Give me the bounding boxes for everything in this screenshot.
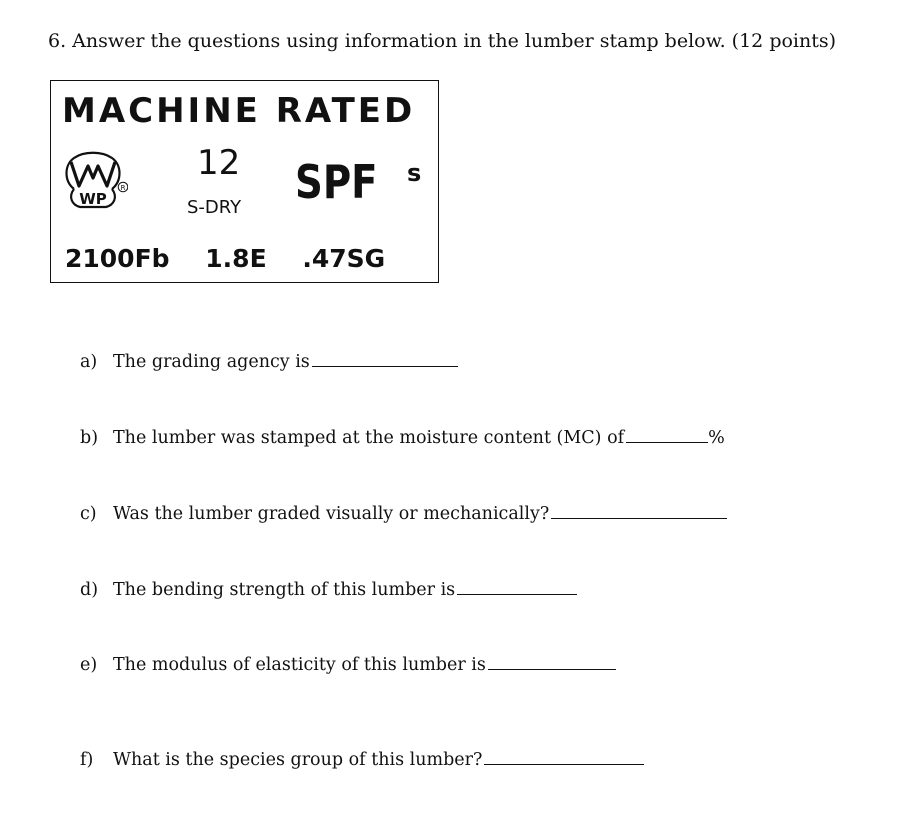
question-letter: e)	[80, 655, 98, 675]
question-letter: a)	[80, 352, 98, 372]
wp-logo-icon	[58, 147, 128, 215]
bending-value: 2100Fb	[65, 244, 170, 273]
question-a	[80, 352, 458, 372]
question-text: The modulus of elasticity of this lumber is	[113, 655, 486, 675]
question-d	[80, 580, 577, 600]
question-text: The lumber was stamped at the moisture content (MC) of	[113, 428, 625, 448]
answer-blank-d[interactable]	[457, 593, 577, 595]
lumber-stamp	[50, 80, 439, 283]
grade-number: 12	[197, 143, 241, 183]
question-text: The grading agency is	[113, 352, 310, 372]
question-letter: c)	[80, 504, 97, 524]
answer-blank-c[interactable]	[551, 517, 727, 519]
moisture-label: S-DRY	[187, 197, 242, 218]
answer-blank-e[interactable]	[488, 668, 616, 670]
question-e	[80, 655, 616, 675]
question-text: The bending strength of this lumber is	[113, 580, 456, 600]
answer-blank-f[interactable]	[484, 763, 644, 765]
answer-blank-b[interactable]	[626, 441, 708, 443]
question-text: Was the lumber graded visually or mechanically?	[113, 504, 550, 524]
question-letter: d)	[80, 580, 99, 600]
registered-mark: R	[120, 184, 126, 192]
species-label: SPF	[295, 155, 378, 209]
modulus-value: 1.8E	[205, 244, 267, 273]
species-superscript: s	[407, 159, 422, 187]
specific-gravity-value: .47SG	[302, 244, 386, 273]
percent-sign: %	[708, 428, 725, 448]
question-c	[80, 504, 727, 524]
question-letter: f)	[80, 750, 94, 770]
question-b	[80, 428, 725, 448]
answer-blank-a[interactable]	[312, 365, 458, 367]
question-heading: 6. Answer the questions using information in the lumber stamp below. (12 points)	[48, 30, 837, 52]
logo-letters: WP	[79, 190, 107, 208]
question-f	[80, 750, 644, 770]
question-letter: b)	[80, 428, 99, 448]
stamp-values	[65, 244, 412, 273]
question-text: What is the species group of this lumber?	[113, 750, 483, 770]
stamp-title: MACHINE RATED	[62, 91, 416, 131]
